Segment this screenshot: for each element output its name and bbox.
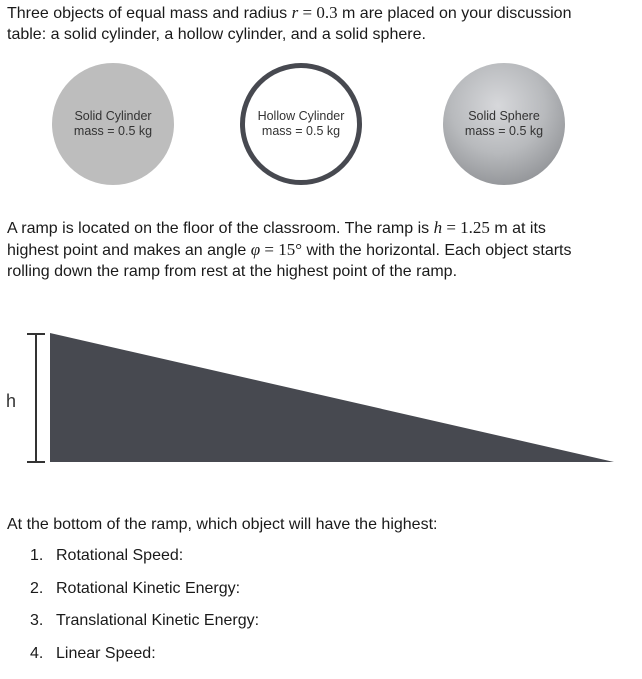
ramp-text-5: rolling down the ramp from rest at the highest point of the ramp.: [7, 263, 458, 280]
hollow-cylinder-ring: [240, 63, 362, 185]
list-item-number: 1.: [30, 547, 44, 564]
ramp-paragraph: [7, 217, 637, 282]
hollow-cylinder-mass: mass = 0.5 kg: [261, 124, 341, 138]
list-item-text: Linear Speed:: [56, 645, 156, 662]
intro-paragraph: [7, 2, 637, 45]
angle-equation: [251, 240, 302, 259]
radius-equation: [292, 3, 338, 22]
list-item-number: 4.: [30, 645, 44, 662]
intro-line-2: table: a solid cylinder, a hollow cylinder, and a solid sphere.: [7, 26, 426, 43]
intro-text-1: Three objects of equal mass and radius: [7, 5, 292, 22]
intro-text-2: m are placed on your discussion: [337, 5, 572, 22]
solid-sphere-ball: [443, 63, 565, 185]
list-item-text: Rotational Kinetic Energy:: [56, 580, 241, 597]
list-item: [30, 612, 259, 630]
angle-value: = 15°: [260, 240, 303, 259]
ramp-diagram: [0, 322, 642, 472]
solid-sphere-mass: mass = 0.5 kg: [464, 124, 544, 138]
ramp-triangle: [50, 333, 614, 462]
ramp-text-3: highest point and makes an angle: [7, 242, 251, 259]
list-item-text: Translational Kinetic Energy:: [56, 612, 260, 629]
solid-cylinder-disc: [52, 63, 174, 185]
radius-value: = 0.3: [298, 3, 338, 22]
hollow-cylinder-label: Hollow Cylinder: [257, 109, 345, 123]
solid-sphere-label: Solid Sphere: [468, 109, 540, 123]
ramp-text-4: with the horizontal. Each object starts: [302, 242, 572, 259]
question-prompt: At the bottom of the ramp, which object will have the highest:: [7, 516, 438, 533]
ramp-text-1: A ramp is located on the floor of the classroom. The ramp is: [7, 220, 434, 237]
height-variable: h: [433, 218, 443, 237]
list-item-number: 3.: [30, 612, 44, 629]
angle-variable: φ: [250, 240, 261, 259]
list-item-number: 2.: [30, 580, 44, 597]
height-label: h: [6, 391, 17, 411]
height-equation: [434, 218, 490, 237]
radius-variable: r: [291, 3, 299, 22]
list-item: [30, 547, 183, 565]
solid-cylinder-mass: mass = 0.5 kg: [73, 124, 153, 138]
list-item: [30, 580, 240, 598]
list-item-text: Rotational Speed:: [56, 547, 184, 564]
ramp-text-2: m at its: [489, 220, 546, 237]
height-value: = 1.25: [442, 218, 490, 237]
solid-cylinder-label: Solid Cylinder: [74, 109, 152, 123]
list-item: [30, 645, 156, 663]
